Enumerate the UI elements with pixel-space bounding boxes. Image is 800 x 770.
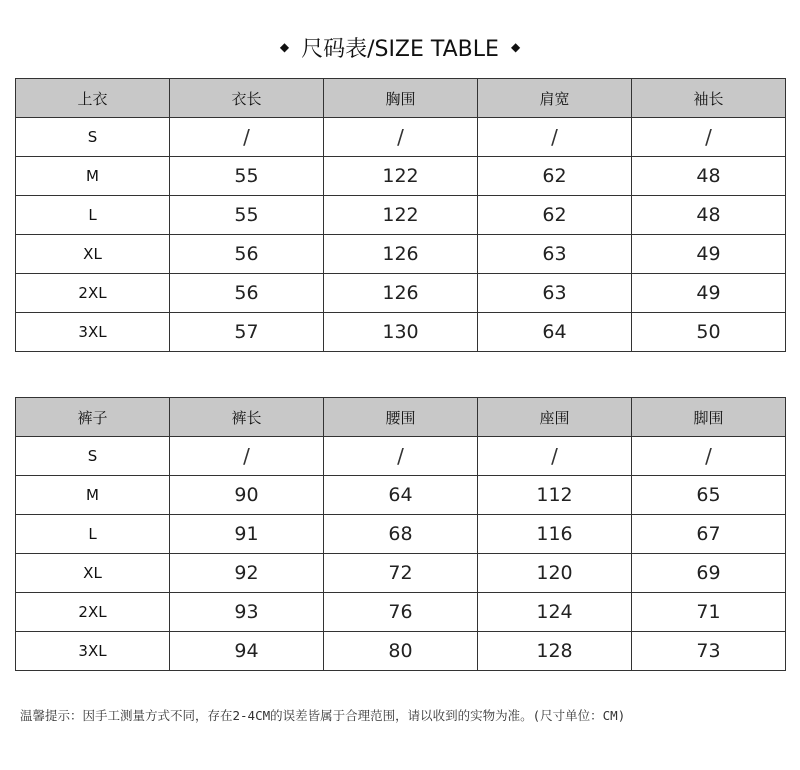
table-cell: 94 <box>170 632 324 671</box>
header-cell: 肩宽 <box>478 79 632 118</box>
table-cell: 56 <box>170 274 324 313</box>
table-cell: / <box>632 437 786 476</box>
table-cell: 68 <box>324 515 478 554</box>
table-cell: 72 <box>324 554 478 593</box>
table-row <box>16 554 786 593</box>
table-cell: 124 <box>478 593 632 632</box>
table-row <box>16 632 786 671</box>
page-title <box>0 30 800 64</box>
table-cell: 49 <box>632 274 786 313</box>
table-cell: / <box>170 437 324 476</box>
table-cell: 62 <box>478 157 632 196</box>
header-cell: 上衣 <box>16 79 170 118</box>
table-row <box>16 437 786 476</box>
size-label: 3XL <box>16 632 170 671</box>
table-cell: 50 <box>632 313 786 352</box>
size-label: L <box>16 196 170 235</box>
table-cell: / <box>324 118 478 157</box>
table-row <box>16 313 786 352</box>
table-cell: 65 <box>632 476 786 515</box>
table-cell: 90 <box>170 476 324 515</box>
table-cell: 48 <box>632 196 786 235</box>
table-cell: 62 <box>478 196 632 235</box>
header-cell: 脚围 <box>632 398 786 437</box>
table-cell: 130 <box>324 313 478 352</box>
table-cell: 120 <box>478 554 632 593</box>
table-cell: 57 <box>170 313 324 352</box>
size-label: 3XL <box>16 313 170 352</box>
size-label: S <box>16 437 170 476</box>
table-row <box>16 515 786 554</box>
table-cell: / <box>478 437 632 476</box>
table-cell: 69 <box>632 554 786 593</box>
size-label: L <box>16 515 170 554</box>
table-cell: 128 <box>478 632 632 671</box>
header-cell: 裤子 <box>16 398 170 437</box>
size-label: XL <box>16 235 170 274</box>
table-cell: 64 <box>324 476 478 515</box>
table-cell: 49 <box>632 235 786 274</box>
header-cell: 胸围 <box>324 79 478 118</box>
table-row <box>16 476 786 515</box>
table-cell: 91 <box>170 515 324 554</box>
table-cell: 64 <box>478 313 632 352</box>
table-cell: 63 <box>478 235 632 274</box>
header-cell: 袖长 <box>632 79 786 118</box>
table-cell: 93 <box>170 593 324 632</box>
header-cell: 座围 <box>478 398 632 437</box>
header-cell: 衣长 <box>170 79 324 118</box>
size-label: M <box>16 157 170 196</box>
table-cell: / <box>170 118 324 157</box>
title-text: 尺码表/SIZE TABLE <box>301 36 499 62</box>
measurement-note: 温馨提示：因手工测量方式不同，存在2-4CM的误差皆属于合理范围，请以收到的实物为准。(尺寸单位：CM) <box>20 708 626 723</box>
table-cell: 67 <box>632 515 786 554</box>
table-cell: 92 <box>170 554 324 593</box>
table-cell: 80 <box>324 632 478 671</box>
table-cell: 48 <box>632 157 786 196</box>
table-cell: 116 <box>478 515 632 554</box>
header-cell: 裤长 <box>170 398 324 437</box>
table-row <box>16 593 786 632</box>
table-header-row <box>16 398 786 437</box>
table-cell: 55 <box>170 196 324 235</box>
table-cell: 56 <box>170 235 324 274</box>
size-label: 2XL <box>16 593 170 632</box>
diamond-left-icon: ◆ <box>279 40 290 54</box>
table-cell: / <box>324 437 478 476</box>
table-cell: 112 <box>478 476 632 515</box>
table-cell: 63 <box>478 274 632 313</box>
table-cell: 126 <box>324 235 478 274</box>
diamond-right-icon: ◆ <box>510 40 521 54</box>
table-cell: 55 <box>170 157 324 196</box>
table-cell: 126 <box>324 274 478 313</box>
table-row <box>16 118 786 157</box>
table-header-row <box>16 79 786 118</box>
table-cell: 71 <box>632 593 786 632</box>
header-cell: 腰围 <box>324 398 478 437</box>
table-row <box>16 157 786 196</box>
table-cell: 73 <box>632 632 786 671</box>
bottom-size-table <box>15 397 786 671</box>
table-cell: 76 <box>324 593 478 632</box>
table-cell: 122 <box>324 157 478 196</box>
size-label: 2XL <box>16 274 170 313</box>
size-label: XL <box>16 554 170 593</box>
table-cell: / <box>632 118 786 157</box>
size-label: S <box>16 118 170 157</box>
table-cell: 122 <box>324 196 478 235</box>
table-row <box>16 235 786 274</box>
top-size-table <box>15 78 786 352</box>
table-cell: / <box>478 118 632 157</box>
size-label: M <box>16 476 170 515</box>
table-row <box>16 274 786 313</box>
table-row <box>16 196 786 235</box>
